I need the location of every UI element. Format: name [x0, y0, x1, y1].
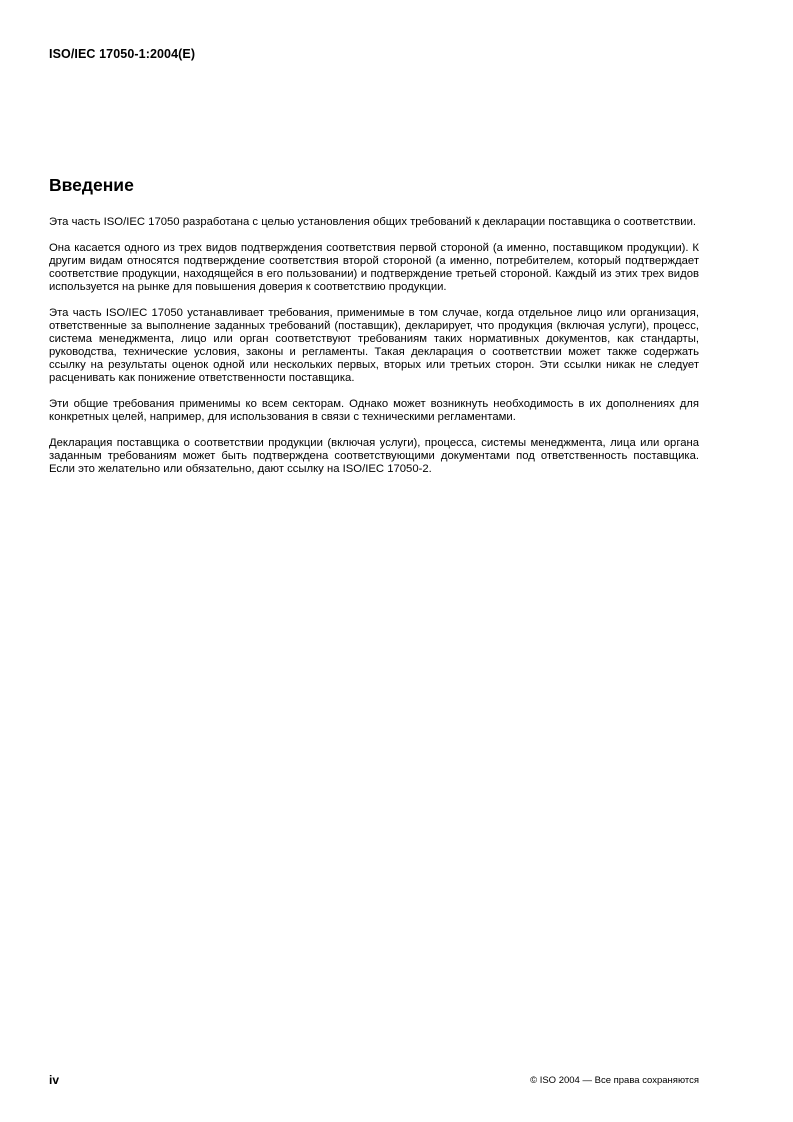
paragraph-5: Декларация поставщика о соответствии продукции (включая услуги), процесса, системы менеджмента, лица или органа заданным требованиям может быть подтверждена соответствующими документами под ответственность поставщика. Если это желательно или обязательно, дают ссылку на ISO/IEC 17050-2.: [49, 437, 699, 475]
copyright-notice: © ISO 2004 — Все права сохраняются: [530, 1075, 699, 1086]
section-body: [49, 216, 699, 489]
paragraph-4: Эти общие требования применимы ко всем секторам. Однако может возникнуть необходимость в их дополнениях для конкретных целей, например, для использования в связи с техническими регламентами.: [49, 398, 699, 423]
document-code-header: ISO/IEC 17050-1:2004(E): [49, 47, 196, 61]
page-number: iv: [49, 1073, 60, 1087]
section-title: Введение: [49, 175, 134, 195]
paragraph-1: Эта часть ISO/IEC 17050 разработана с целью установления общих требований к декларации поставщика о соответствии.: [49, 216, 697, 228]
paragraph-2: Она касается одного из трех видов подтверждения соответствия первой стороной (а именно, поставщиком продукции). К другим видам относятся подтверждение соответствия второй стороной (а именно, потребителем, который подтверждает соответствие продукции, находящейся в его пользовании) и подтверждение третьей стороной. Каждый из этих трех видов используется на рынке для повышения доверия к соответствию продукции.: [49, 242, 699, 293]
paragraph-3: Эта часть ISO/IEC 17050 устанавливает требования, применимые в том случае, когда отдельное лицо или организация, ответственные за выполнение заданных требований (поставщик), декларирует, что продукция (включая услуги), процесс, система менеджмента, лицо или орган соответствуют требованиям таких нормативных документов, как стандарты, руководства, технические условия, законы и регламенты. Такая декларация о соответствии может также содержать ссылку на результаты оценок одной или нескольких первых, вторых или третьих сторон. Эти ссылки никак не следует расценивать как понижение ответственности поставщика.: [49, 307, 699, 384]
